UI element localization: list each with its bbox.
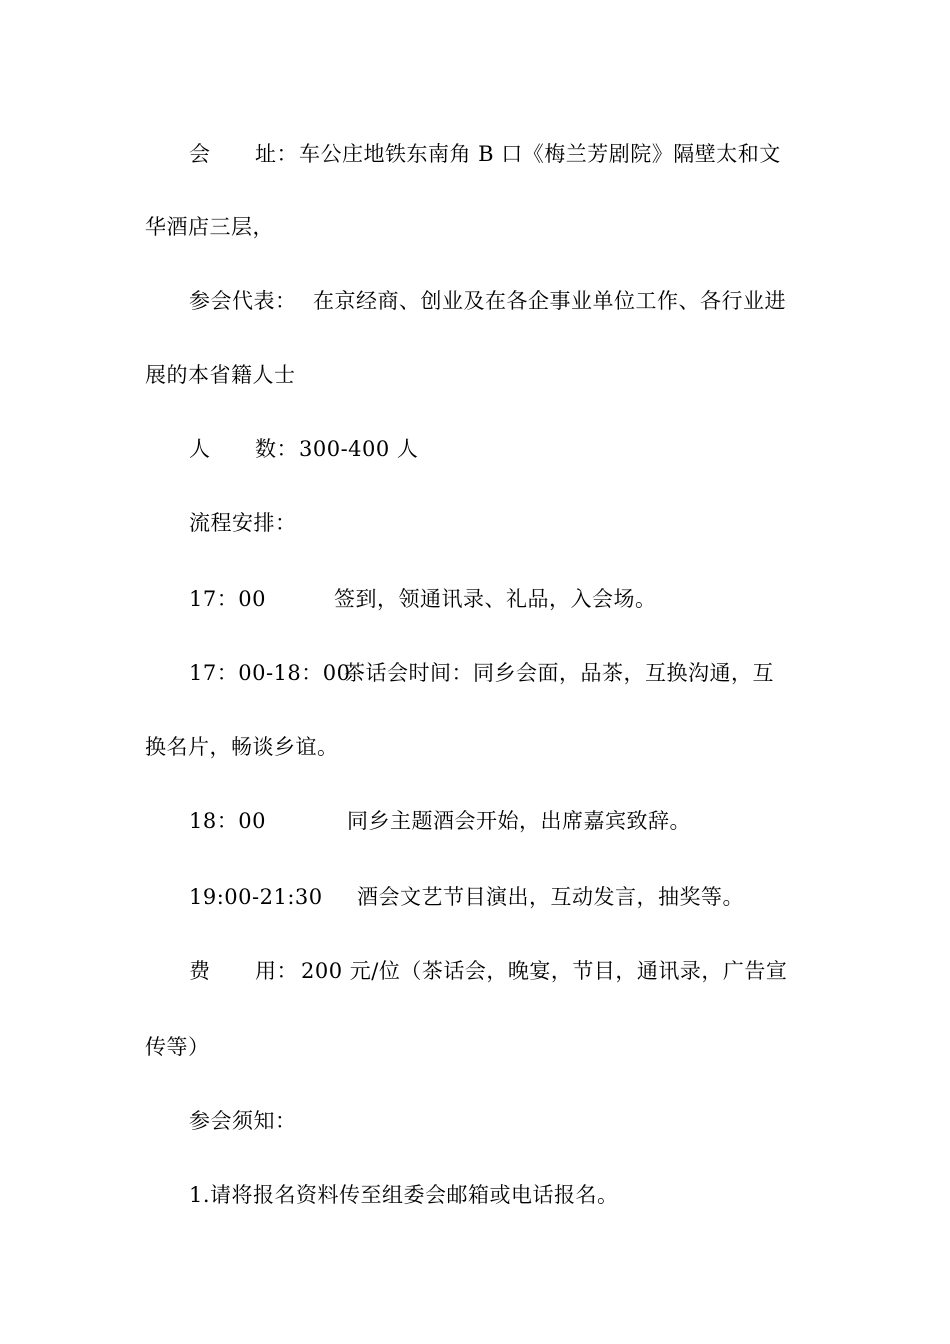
schedule-time-1: 17：00 bbox=[189, 587, 266, 611]
fee-text-cont: 传等） bbox=[145, 1035, 210, 1059]
schedule-text-2: 茶话会时间：同乡会面，品茶，互换沟通，互 bbox=[344, 661, 774, 685]
schedule-text-2-cont: 换名片，畅谈乡谊。 bbox=[145, 735, 339, 759]
notice-label: 参会须知： bbox=[189, 1109, 297, 1133]
rep-label: 参会代表： bbox=[189, 289, 297, 313]
notice-item-1: 1.请将报名资料传至组委会邮箱或电话报名。 bbox=[189, 1183, 619, 1207]
rep-text: 在京经商、创业及在各企事业单位工作、各行业进 bbox=[313, 289, 786, 313]
venue-label-b: 址： bbox=[255, 142, 298, 166]
count-value: 300-400 人 bbox=[299, 437, 419, 461]
rep-text-cont: 展的本省籍人士 bbox=[145, 363, 296, 387]
count-label-b: 数： bbox=[255, 437, 298, 461]
flow-label: 流程安排： bbox=[189, 511, 297, 535]
fee-label-a: 费 bbox=[189, 959, 211, 983]
venue-text-cont: 华酒店三层， bbox=[145, 215, 274, 239]
venue-text: 车公庄地铁东南角 B 口《梅兰芳剧院》隔壁太和文 bbox=[299, 142, 781, 166]
venue-label-a: 会 bbox=[189, 142, 211, 166]
fee-text: 200 元/位（茶话会，晚宴，节目，通讯录，广告宣 bbox=[301, 959, 788, 983]
schedule-text-1: 签到，领通讯录、礼品，入会场。 bbox=[334, 587, 657, 611]
fee-label-b: 用： bbox=[255, 959, 298, 983]
schedule-time-2: 17：00-18：00 bbox=[189, 661, 351, 685]
schedule-time-4: 19:00-21:30 bbox=[189, 885, 323, 909]
count-label-a: 人 bbox=[189, 437, 211, 461]
schedule-time-3: 18：00 bbox=[189, 809, 266, 833]
schedule-text-4: 酒会文艺节目演出，互动发言，抽奖等。 bbox=[357, 885, 744, 909]
schedule-text-3: 同乡主题酒会开始，出席嘉宾致辞。 bbox=[347, 809, 691, 833]
